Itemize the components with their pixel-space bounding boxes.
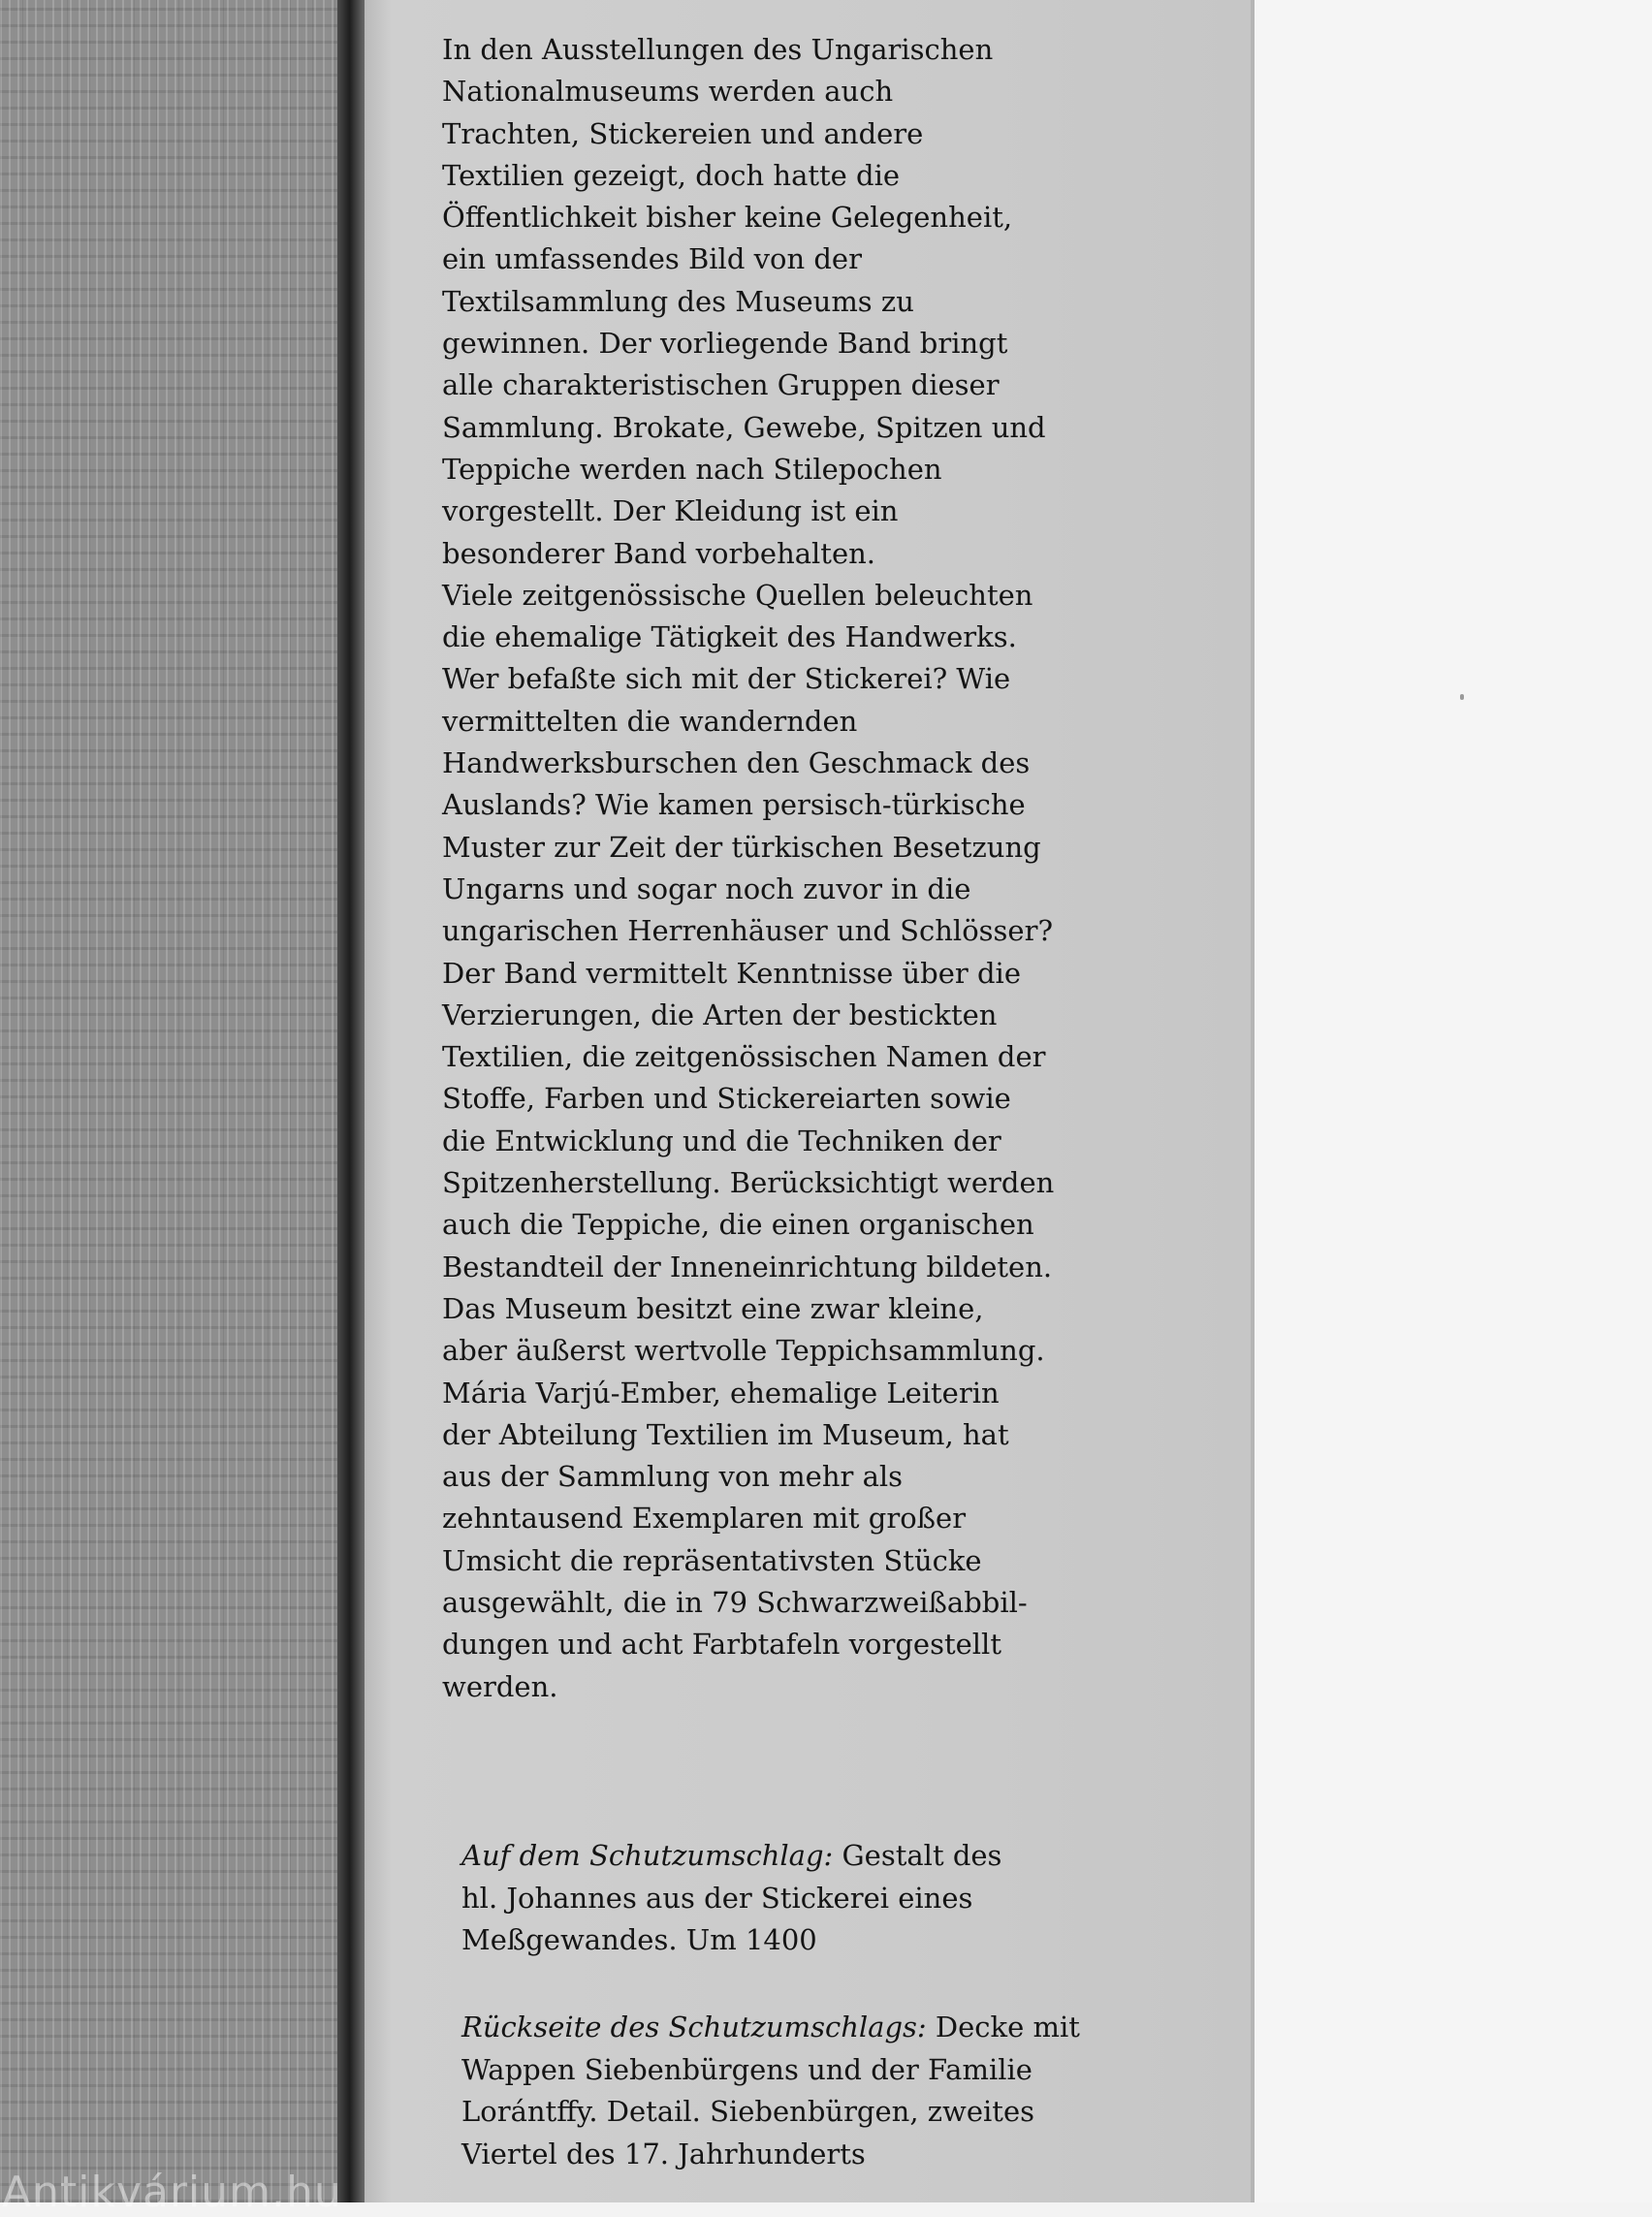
caption-line: hl. Johannes aus der Stickerei eines <box>461 1881 973 1915</box>
text-line: Teppiche werden nach Stilepochen <box>442 452 942 486</box>
text-line: vorgestellt. Der Kleidung ist ein <box>442 494 899 528</box>
text-line: Nationalmuseums werden auch <box>442 75 894 109</box>
text-line: Sammlung. Brokate, Gewebe, Spitzen und <box>442 410 1046 444</box>
caption-text: Gestalt des <box>833 1839 1002 1872</box>
text-line: die ehemalige Tätigkeit des Handwerks. <box>442 620 1017 654</box>
text-line: Trachten, Stickereien und andere <box>442 116 924 150</box>
text-line: auch die Teppiche, die einen organischen <box>442 1208 1034 1242</box>
text-line: Ungarns und sogar noch zuvor in die <box>442 871 971 905</box>
book-cover-texture <box>0 0 349 2202</box>
text-line: ausgewählt, die in 79 Schwarzweißabbil- <box>442 1585 1028 1619</box>
text-line: Spitzenherstellung. Berücksichtigt werden <box>442 1166 1055 1200</box>
text-line: In den Ausstellungen des Ungarischen <box>442 33 994 66</box>
caption-label: Rückseite des Schutzumschlags: <box>461 2011 927 2043</box>
text-line: alle charakteristischen Gruppen dieser <box>442 368 1000 402</box>
text-line: Umsicht die repräsentativsten Stücke <box>442 1543 982 1577</box>
caption-line: Meßgewandes. Um 1400 <box>461 1923 817 1956</box>
text-line: Stoffe, Farben und Stickereiarten sowie <box>442 1082 1011 1116</box>
text-line: Wer befaßte sich mit der Stickerei? Wie <box>442 662 1011 696</box>
text-line: Textilien gezeigt, doch hatte die <box>442 158 901 192</box>
caption-first-line <box>461 2007 1080 2049</box>
text-line: besonderer Band vorbehalten. <box>442 536 876 570</box>
text-line: Verzierungen, die Arten der bestickten <box>442 998 998 1031</box>
caption-line: Viertel des 17. Jahrhunderts <box>461 2137 866 2170</box>
text-line: Mária Varjú-Ember, ehemalige Leiterin <box>442 1376 1000 1409</box>
text-line: Handwerksburschen den Geschmack des <box>442 746 1031 780</box>
caption-text: Decke mit <box>926 2011 1080 2043</box>
text-line: vermittelten die wandernden <box>442 704 858 738</box>
book-spine <box>337 0 365 2202</box>
background-page <box>1255 0 1652 2202</box>
text-line: werden. <box>442 1669 558 1703</box>
watermark: Antikvárium.hu <box>2 2168 342 2217</box>
text-line: Der Band vermittelt Kenntnisse über die <box>442 956 1021 990</box>
caption-label: Auf dem Schutzumschlag: <box>461 1839 834 1872</box>
text-line: Textilien, die zeitgenössischen Namen der <box>442 1040 1046 1074</box>
paper-speck <box>1460 694 1464 700</box>
text-line: Textilsammlung des Museums zu <box>442 284 914 318</box>
text-line: Viele zeitgenössische Quellen beleuchten <box>442 578 1033 612</box>
caption-first-line <box>461 1835 1043 1878</box>
text-line: aber äußerst wertvolle Teppichsammlung. <box>442 1334 1045 1368</box>
text-line: Muster zur Zeit der türkischen Besetzung <box>442 830 1041 864</box>
caption-line: Wappen Siebenbürgens und der Familie <box>461 2052 1032 2086</box>
text-line: aus der Sammlung von mehr als <box>442 1460 904 1494</box>
flap-description-text <box>442 29 1055 1708</box>
cover-image-caption <box>461 1835 1043 1962</box>
text-line: der Abteilung Textilien im Museum, hat <box>442 1417 1009 1451</box>
text-line: ungarischen Herrenhäuser und Schlösser? <box>442 914 1053 948</box>
text-line: Öffentlichkeit bisher keine Gelegenheit, <box>442 201 1013 235</box>
back-cover-image-caption <box>461 2007 1080 2175</box>
text-line: dungen und acht Farbtafeln vorgestellt <box>442 1628 1001 1662</box>
text-line: Auslands? Wie kamen persisch-türkische <box>442 788 1026 822</box>
text-line: die Entwicklung und die Techniken der <box>442 1124 1001 1157</box>
text-line: gewinnen. Der vorliegende Band bringt <box>442 327 1008 361</box>
text-line: Das Museum besitzt eine zwar kleine, <box>442 1291 984 1325</box>
text-line: Bestandteil der Inneneinrichtung bildeten. <box>442 1250 1053 1283</box>
text-line: zehntausend Exemplaren mit großer <box>442 1502 967 1536</box>
text-line: ein umfassendes Bild von der <box>442 242 862 276</box>
caption-line: Lorántffy. Detail. Siebenbürgen, zweites <box>461 2095 1035 2128</box>
